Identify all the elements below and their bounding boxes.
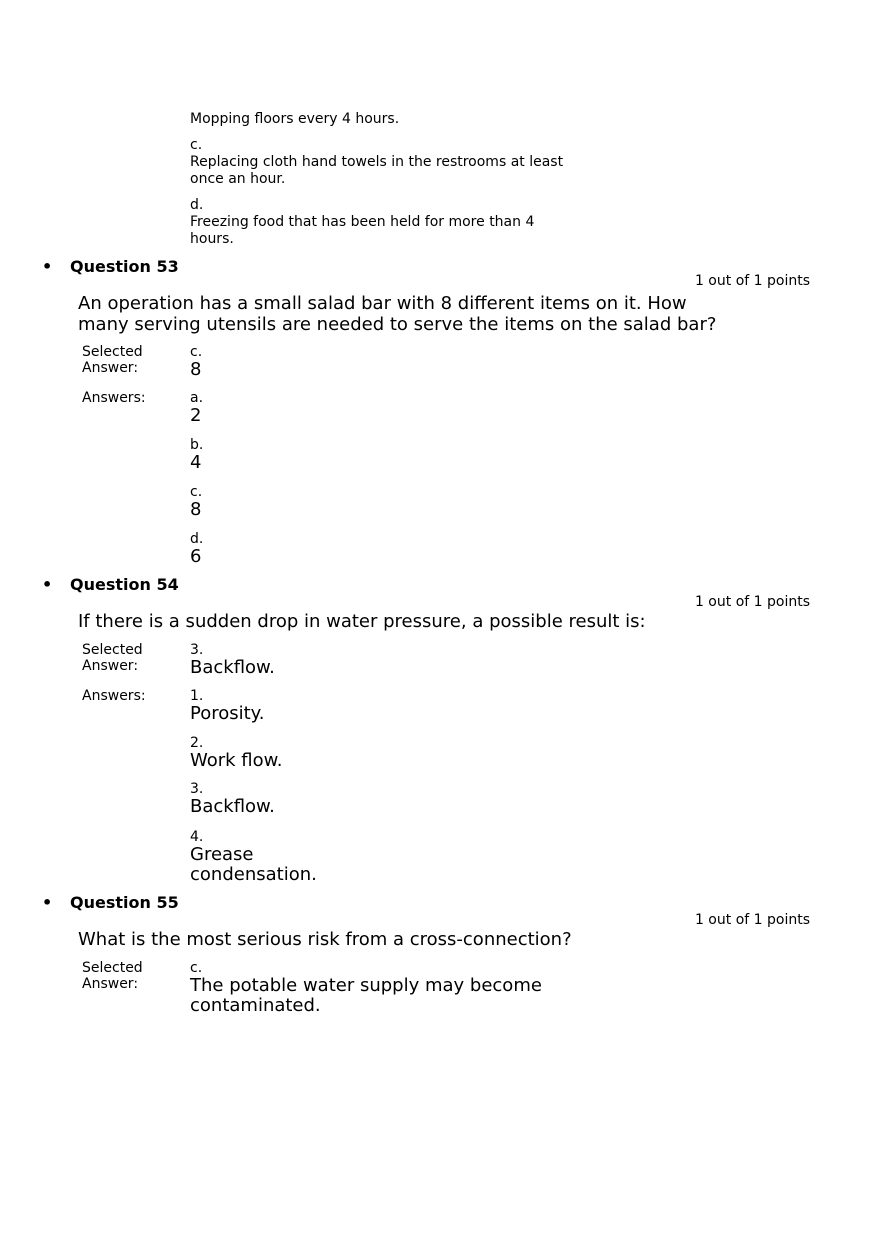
question-title: Question 53 xyxy=(70,257,179,276)
answer-text: Grease condensation. xyxy=(190,844,317,885)
question-heading xyxy=(42,257,179,277)
answer-letter: d. xyxy=(190,531,204,547)
selected-answer-label: Selected Answer: xyxy=(82,960,143,992)
answer-option xyxy=(190,688,550,724)
answer-option xyxy=(190,137,590,188)
selected-answer-label: Selected Answer: xyxy=(82,344,143,376)
answer-text: The potable water supply may become contaminated. xyxy=(190,975,542,1016)
answer-option xyxy=(190,197,590,248)
answer-text: 8 xyxy=(190,359,202,380)
question-text: An operation has a small salad bar with 8 different items on it. How many serving utensils are needed to serve the items on the salad bar? xyxy=(78,293,717,335)
answer-letter: c. xyxy=(190,960,203,976)
answer-text: Mopping floors every 4 hours. xyxy=(190,111,400,127)
previous-question-options xyxy=(190,111,590,257)
bullet: • xyxy=(42,257,53,276)
points-score: 1 out of 1 points xyxy=(694,273,810,289)
question-title: Question 55 xyxy=(70,893,179,912)
answer-letter: a. xyxy=(190,390,204,406)
answer-text: 4 xyxy=(190,452,202,473)
answer-option xyxy=(190,437,550,473)
answer-text: 8 xyxy=(190,499,202,520)
question-heading xyxy=(42,575,179,595)
answer-option xyxy=(190,111,590,128)
points-score: 1 out of 1 points xyxy=(694,594,810,610)
answer-text: Porosity. xyxy=(190,703,265,724)
answer-option xyxy=(190,484,550,520)
answer-letter: 2. xyxy=(190,735,204,751)
bullet: • xyxy=(42,893,53,912)
answer-letter: d. xyxy=(190,197,204,213)
answer-letter: b. xyxy=(190,437,204,453)
bullet: • xyxy=(42,575,53,594)
answer-letter: c. xyxy=(190,137,203,153)
answer-text: 2 xyxy=(190,405,202,426)
question-title: Question 54 xyxy=(70,575,179,594)
answer-option xyxy=(190,735,550,771)
answer-option xyxy=(190,781,550,817)
answers-label: Answers: xyxy=(82,688,146,704)
selected-answer xyxy=(190,344,550,380)
answer-text: Freezing food that has been held for more than 4 hours. xyxy=(190,214,535,247)
answer-option xyxy=(190,390,550,426)
question-heading xyxy=(42,893,179,913)
answer-letter: c. xyxy=(190,484,203,500)
answer-text: 6 xyxy=(190,546,202,567)
answer-letter: 3. xyxy=(190,642,204,658)
answer-option xyxy=(190,531,550,567)
answer-text: Backflow. xyxy=(190,796,275,817)
answer-text: Backflow. xyxy=(190,657,275,678)
answer-text: Replacing cloth hand towels in the restrooms at least once an hour. xyxy=(190,154,564,187)
answer-letter: c. xyxy=(190,344,203,360)
selected-answer xyxy=(190,642,550,678)
answer-letter: 1. xyxy=(190,688,204,704)
question-text: If there is a sudden drop in water pressure, a possible result is: xyxy=(78,611,646,632)
answers-label: Answers: xyxy=(82,390,146,406)
answer-letter: 3. xyxy=(190,781,204,797)
question-text: What is the most serious risk from a cross-connection? xyxy=(78,929,572,950)
answer-letter: 4. xyxy=(190,829,204,845)
points-score: 1 out of 1 points xyxy=(694,912,810,928)
answer-text: Work flow. xyxy=(190,750,283,771)
answer-option xyxy=(190,829,330,885)
selected-answer xyxy=(190,960,550,1016)
selected-answer-label: Selected Answer: xyxy=(82,642,143,674)
